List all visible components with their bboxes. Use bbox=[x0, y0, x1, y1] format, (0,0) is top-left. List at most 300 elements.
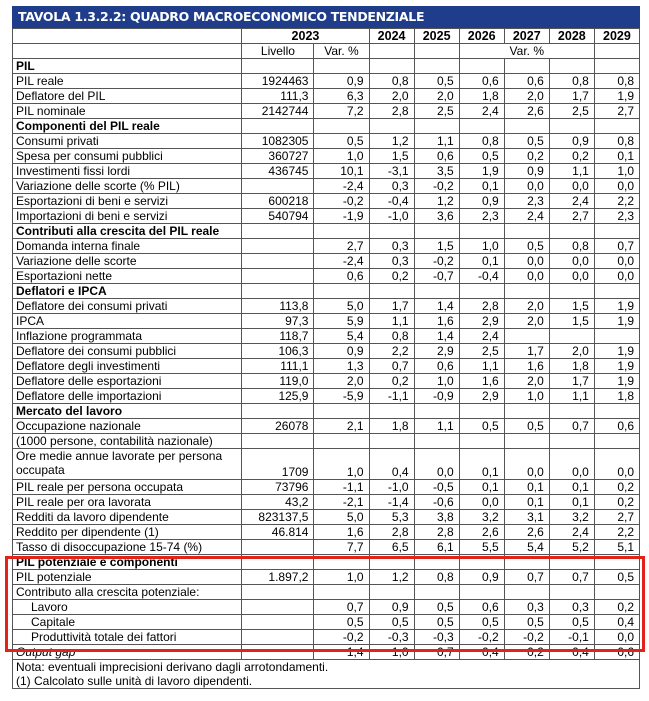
value-cell-2029 bbox=[594, 585, 639, 600]
row-label: Ore medie annue lavorate per persona occupata bbox=[13, 449, 242, 480]
value-cell-2029: 5,1 bbox=[594, 540, 639, 555]
value-cell-2025: 1,1 bbox=[414, 419, 459, 434]
value-cell-2026: 0,1 bbox=[459, 480, 504, 495]
section-label: Mercato del lavoro bbox=[13, 404, 242, 419]
level-cell: 73796 bbox=[242, 480, 314, 495]
value-cell-2025 bbox=[414, 585, 459, 600]
empty-cell bbox=[504, 59, 549, 74]
header-livello: Livello bbox=[242, 44, 314, 59]
table-row bbox=[13, 344, 640, 359]
header-year-2028: 2028 bbox=[549, 29, 594, 44]
empty-cell bbox=[459, 555, 504, 570]
value-cell-2027: 2,0 bbox=[504, 374, 549, 389]
value-cell-2024: 0,4 bbox=[369, 449, 414, 480]
row-label: Deflatore del PIL bbox=[13, 89, 242, 104]
value-cell-2025: -0,6 bbox=[414, 495, 459, 510]
row-label: Output gap bbox=[13, 645, 242, 660]
value-cell-2024: 0,8 bbox=[369, 74, 414, 89]
value-cell-2024 bbox=[369, 434, 414, 449]
section-row bbox=[13, 59, 640, 74]
value-cell-2029: 0,0 bbox=[594, 449, 639, 480]
value-cell-2027: 0,7 bbox=[504, 570, 549, 585]
empty-cell bbox=[414, 119, 459, 134]
table-row bbox=[13, 480, 640, 495]
empty-cell bbox=[459, 119, 504, 134]
empty-cell bbox=[369, 224, 414, 239]
value-cell-2026: 0,6 bbox=[459, 600, 504, 615]
value-cell-2028: 0,3 bbox=[549, 600, 594, 615]
table-row bbox=[13, 630, 640, 645]
value-cell-2029: 0,0 bbox=[594, 630, 639, 645]
value-cell-2026: 1,8 bbox=[459, 89, 504, 104]
value-cell-2026: 5,5 bbox=[459, 540, 504, 555]
value-cell-2028: 0,7 bbox=[549, 570, 594, 585]
value-cell-2023: 5,4 bbox=[314, 329, 369, 344]
header-row-units bbox=[13, 44, 640, 59]
empty-cell bbox=[314, 119, 369, 134]
row-label: Deflatore dei consumi pubblici bbox=[13, 344, 242, 359]
section-label: Deflatori e IPCA bbox=[13, 284, 242, 299]
empty-cell bbox=[314, 284, 369, 299]
value-cell-2027: 1,0 bbox=[504, 389, 549, 404]
value-cell-2024: 0,7 bbox=[369, 359, 414, 374]
table-row bbox=[13, 359, 640, 374]
value-cell-2026: 0,5 bbox=[459, 419, 504, 434]
row-label: Consumi privati bbox=[13, 134, 242, 149]
value-cell-2028: 1,1 bbox=[549, 164, 594, 179]
value-cell-2026: 0,1 bbox=[459, 449, 504, 480]
level-cell bbox=[242, 254, 314, 269]
level-cell: 436745 bbox=[242, 164, 314, 179]
value-cell-2029: 1,9 bbox=[594, 299, 639, 314]
value-cell-2025: 2,9 bbox=[414, 344, 459, 359]
value-cell-2029: 1,9 bbox=[594, 359, 639, 374]
empty-cell bbox=[242, 555, 314, 570]
level-cell: 360727 bbox=[242, 149, 314, 164]
level-cell bbox=[242, 269, 314, 284]
row-label: Deflatore dei consumi privati bbox=[13, 299, 242, 314]
level-cell: 106,3 bbox=[242, 344, 314, 359]
value-cell-2023: 5,9 bbox=[314, 314, 369, 329]
value-cell-2029 bbox=[594, 434, 639, 449]
section-label: Componenti del PIL reale bbox=[13, 119, 242, 134]
header-year-2027: 2027 bbox=[504, 29, 549, 44]
value-cell-2024: 6,5 bbox=[369, 540, 414, 555]
value-cell-2024: 1,0 bbox=[369, 645, 414, 660]
value-cell-2024: 0,9 bbox=[369, 600, 414, 615]
value-cell-2023: 10,1 bbox=[314, 164, 369, 179]
value-cell-2027: 2,4 bbox=[504, 209, 549, 224]
value-cell-2028: 0,0 bbox=[549, 179, 594, 194]
value-cell-2027: 0,9 bbox=[504, 164, 549, 179]
value-cell-2023: 5,0 bbox=[314, 299, 369, 314]
table-row bbox=[13, 600, 640, 615]
empty-cell bbox=[242, 119, 314, 134]
value-cell-2023: -5,9 bbox=[314, 389, 369, 404]
row-label: Deflatore degli investimenti bbox=[13, 359, 242, 374]
empty-cell bbox=[594, 555, 639, 570]
value-cell-2023: 0,6 bbox=[314, 269, 369, 284]
value-cell-2026: 1,9 bbox=[459, 164, 504, 179]
value-cell-2026: 0,5 bbox=[459, 149, 504, 164]
value-cell-2024: 2,2 bbox=[369, 344, 414, 359]
value-cell-2029: 1,9 bbox=[594, 314, 639, 329]
value-cell-2023: 0,9 bbox=[314, 74, 369, 89]
empty-cell bbox=[369, 119, 414, 134]
value-cell-2025 bbox=[414, 434, 459, 449]
value-cell-2025: 1,2 bbox=[414, 194, 459, 209]
value-cell-2027: 2,3 bbox=[504, 194, 549, 209]
empty-cell bbox=[549, 404, 594, 419]
value-cell-2025: 1,0 bbox=[414, 374, 459, 389]
value-cell-2024: -1,1 bbox=[369, 389, 414, 404]
level-cell: 2142744 bbox=[242, 104, 314, 119]
empty-cell bbox=[369, 404, 414, 419]
value-cell-2027: 0,0 bbox=[504, 254, 549, 269]
value-cell-2028: 2,7 bbox=[549, 209, 594, 224]
value-cell-2026: 2,8 bbox=[459, 299, 504, 314]
table-row bbox=[13, 525, 640, 540]
value-cell-2026: 3,2 bbox=[459, 510, 504, 525]
value-cell-2023: -0,2 bbox=[314, 630, 369, 645]
value-cell-2023: -2,1 bbox=[314, 495, 369, 510]
value-cell-2025: 0,5 bbox=[414, 615, 459, 630]
value-cell-2023: 7,7 bbox=[314, 540, 369, 555]
value-cell-2028: 1,7 bbox=[549, 374, 594, 389]
value-cell-2027: 0,1 bbox=[504, 480, 549, 495]
value-cell-2027: 3,1 bbox=[504, 510, 549, 525]
value-cell-2028: 2,0 bbox=[549, 344, 594, 359]
value-cell-2029: 1,9 bbox=[594, 89, 639, 104]
header-year-2026: 2026 bbox=[459, 29, 504, 44]
value-cell-2029: 2,3 bbox=[594, 209, 639, 224]
note-text: (1) Calcolato sulle unità di lavoro dipendenti. bbox=[13, 674, 640, 689]
value-cell-2024: 1,1 bbox=[369, 314, 414, 329]
empty-cell bbox=[314, 404, 369, 419]
level-cell: 26078 bbox=[242, 419, 314, 434]
section-row bbox=[13, 119, 640, 134]
value-cell-2026: 0,6 bbox=[459, 74, 504, 89]
value-cell-2025: 0,0 bbox=[414, 449, 459, 480]
row-label: Contributo alla crescita potenziale: bbox=[13, 585, 242, 600]
level-cell: 1924463 bbox=[242, 74, 314, 89]
row-label: Investimenti fissi lordi bbox=[13, 164, 242, 179]
level-cell: 111,3 bbox=[242, 89, 314, 104]
table-row bbox=[13, 419, 640, 434]
value-cell-2027: 5,4 bbox=[504, 540, 549, 555]
row-label: Esportazioni di beni e servizi bbox=[13, 194, 242, 209]
value-cell-2023: 1,4 bbox=[314, 645, 369, 660]
table-row bbox=[13, 164, 640, 179]
value-cell-2023: 2,7 bbox=[314, 239, 369, 254]
table-title: TAVOLA 1.3.2.2: QUADRO MACROECONOMICO TENDENZIALE bbox=[12, 6, 640, 28]
value-cell-2025: 0,7 bbox=[414, 645, 459, 660]
section-row bbox=[13, 284, 640, 299]
header-year-2023: 2023 bbox=[242, 29, 369, 44]
table-row bbox=[13, 615, 640, 630]
table-row bbox=[13, 585, 640, 600]
level-cell bbox=[242, 645, 314, 660]
value-cell-2026: 2,9 bbox=[459, 389, 504, 404]
value-cell-2024: -0,4 bbox=[369, 194, 414, 209]
level-cell: 97,3 bbox=[242, 314, 314, 329]
value-cell-2024: 0,5 bbox=[369, 615, 414, 630]
table-row bbox=[13, 434, 640, 449]
level-cell bbox=[242, 239, 314, 254]
empty-cell bbox=[459, 224, 504, 239]
value-cell-2027: 1,7 bbox=[504, 344, 549, 359]
header-blank bbox=[414, 44, 459, 59]
row-label: Lavoro bbox=[13, 600, 242, 615]
value-cell-2028: 3,2 bbox=[549, 510, 594, 525]
value-cell-2023: 1,0 bbox=[314, 149, 369, 164]
value-cell-2027: 1,6 bbox=[504, 359, 549, 374]
value-cell-2024: 0,8 bbox=[369, 329, 414, 344]
level-cell: 125,9 bbox=[242, 389, 314, 404]
header-row-years bbox=[13, 29, 640, 44]
empty-cell bbox=[504, 224, 549, 239]
table-row bbox=[13, 540, 640, 555]
empty-cell bbox=[459, 404, 504, 419]
value-cell-2029: 0,1 bbox=[594, 149, 639, 164]
value-cell-2023: 0,5 bbox=[314, 615, 369, 630]
row-label: Reddito per dipendente (1) bbox=[13, 525, 242, 540]
empty-cell bbox=[414, 284, 459, 299]
value-cell-2028: 1,8 bbox=[549, 359, 594, 374]
value-cell-2026: 0,9 bbox=[459, 570, 504, 585]
value-cell-2029: 2,2 bbox=[594, 194, 639, 209]
empty-cell bbox=[594, 284, 639, 299]
row-label: Esportazioni nette bbox=[13, 269, 242, 284]
value-cell-2029: 0,0 bbox=[594, 254, 639, 269]
value-cell-2025: 3,8 bbox=[414, 510, 459, 525]
value-cell-2028: 0,2 bbox=[549, 149, 594, 164]
empty-cell bbox=[369, 284, 414, 299]
value-cell-2025: 0,6 bbox=[414, 149, 459, 164]
level-cell bbox=[242, 630, 314, 645]
section-row bbox=[13, 555, 640, 570]
note-row bbox=[13, 674, 640, 689]
value-cell-2023: 1,0 bbox=[314, 449, 369, 480]
value-cell-2028: 2,5 bbox=[549, 104, 594, 119]
table-row bbox=[13, 89, 640, 104]
value-cell-2023: 1,6 bbox=[314, 525, 369, 540]
value-cell-2023: 0,9 bbox=[314, 344, 369, 359]
value-cell-2029: 1,0 bbox=[594, 164, 639, 179]
table-row bbox=[13, 329, 640, 344]
row-label: Capitale bbox=[13, 615, 242, 630]
value-cell-2029: 0,0 bbox=[594, 269, 639, 284]
value-cell-2029: 2,7 bbox=[594, 510, 639, 525]
value-cell-2026: 2,4 bbox=[459, 329, 504, 344]
section-label: PIL potenziale e componenti bbox=[13, 555, 242, 570]
row-label: Occupazione nazionale bbox=[13, 419, 242, 434]
row-label: Redditi da lavoro dipendente bbox=[13, 510, 242, 525]
row-label: Domanda interna finale bbox=[13, 239, 242, 254]
value-cell-2025: 2,8 bbox=[414, 525, 459, 540]
empty-cell bbox=[414, 59, 459, 74]
table-row bbox=[13, 449, 640, 480]
value-cell-2024: 0,3 bbox=[369, 239, 414, 254]
row-label: Inflazione programmata bbox=[13, 329, 242, 344]
value-cell-2025: 0,8 bbox=[414, 570, 459, 585]
header-blank bbox=[13, 29, 242, 44]
empty-cell bbox=[594, 224, 639, 239]
value-cell-2025: 0,5 bbox=[414, 600, 459, 615]
value-cell-2027: 0,0 bbox=[504, 269, 549, 284]
value-cell-2025: 6,1 bbox=[414, 540, 459, 555]
table-row bbox=[13, 239, 640, 254]
empty-cell bbox=[594, 119, 639, 134]
value-cell-2025: 3,5 bbox=[414, 164, 459, 179]
value-cell-2024: 2,8 bbox=[369, 104, 414, 119]
header-year-2025: 2025 bbox=[414, 29, 459, 44]
empty-cell bbox=[369, 59, 414, 74]
value-cell-2028: 0,1 bbox=[549, 480, 594, 495]
value-cell-2025: -0,7 bbox=[414, 269, 459, 284]
value-cell-2027: 0,1 bbox=[504, 495, 549, 510]
table-row bbox=[13, 74, 640, 89]
value-cell-2029: 0,7 bbox=[594, 239, 639, 254]
level-cell: 540794 bbox=[242, 209, 314, 224]
value-cell-2025: 1,5 bbox=[414, 239, 459, 254]
value-cell-2025: 0,6 bbox=[414, 359, 459, 374]
value-cell-2025: 2,0 bbox=[414, 89, 459, 104]
value-cell-2025: 3,6 bbox=[414, 209, 459, 224]
value-cell-2029: 1,8 bbox=[594, 389, 639, 404]
row-label: Tasso di disoccupazione 15-74 (%) bbox=[13, 540, 242, 555]
value-cell-2023: 1,0 bbox=[314, 570, 369, 585]
macro-table bbox=[12, 28, 640, 689]
value-cell-2024: 0,3 bbox=[369, 179, 414, 194]
section-row bbox=[13, 404, 640, 419]
value-cell-2024: 1,2 bbox=[369, 134, 414, 149]
value-cell-2024: 5,3 bbox=[369, 510, 414, 525]
row-label: (1000 persone, contabilità nazionale) bbox=[13, 434, 242, 449]
empty-cell bbox=[549, 284, 594, 299]
value-cell-2028: 2,4 bbox=[549, 525, 594, 540]
empty-cell bbox=[594, 404, 639, 419]
level-cell: 43,2 bbox=[242, 495, 314, 510]
value-cell-2028 bbox=[549, 329, 594, 344]
value-cell-2024: -3,1 bbox=[369, 164, 414, 179]
value-cell-2025: -0,2 bbox=[414, 254, 459, 269]
value-cell-2029: 0,6 bbox=[594, 645, 639, 660]
table-row bbox=[13, 314, 640, 329]
table-row bbox=[13, 495, 640, 510]
value-cell-2024: -1,0 bbox=[369, 209, 414, 224]
empty-cell bbox=[314, 59, 369, 74]
table-row bbox=[13, 645, 640, 660]
empty-cell bbox=[504, 119, 549, 134]
value-cell-2023: 2,1 bbox=[314, 419, 369, 434]
empty-cell bbox=[594, 59, 639, 74]
table-row bbox=[13, 194, 640, 209]
value-cell-2024: 0,2 bbox=[369, 269, 414, 284]
value-cell-2025: 0,5 bbox=[414, 74, 459, 89]
value-cell-2028: 0,0 bbox=[549, 449, 594, 480]
level-cell bbox=[242, 434, 314, 449]
value-cell-2024: -1,0 bbox=[369, 480, 414, 495]
value-cell-2029: 2,2 bbox=[594, 525, 639, 540]
value-cell-2026 bbox=[459, 434, 504, 449]
value-cell-2027: 0,6 bbox=[504, 74, 549, 89]
value-cell-2026: 1,0 bbox=[459, 239, 504, 254]
value-cell-2027: 2,0 bbox=[504, 314, 549, 329]
value-cell-2028: 1,5 bbox=[549, 314, 594, 329]
value-cell-2026: 0,8 bbox=[459, 134, 504, 149]
row-label: IPCA bbox=[13, 314, 242, 329]
value-cell-2025: -0,3 bbox=[414, 630, 459, 645]
empty-cell bbox=[414, 224, 459, 239]
row-label: PIL reale bbox=[13, 74, 242, 89]
value-cell-2029: 0,6 bbox=[594, 419, 639, 434]
table-row bbox=[13, 510, 640, 525]
value-cell-2029: 0,2 bbox=[594, 495, 639, 510]
level-cell: 118,7 bbox=[242, 329, 314, 344]
value-cell-2025: 1,6 bbox=[414, 314, 459, 329]
value-cell-2025: -0,5 bbox=[414, 480, 459, 495]
value-cell-2023: 7,2 bbox=[314, 104, 369, 119]
table-row bbox=[13, 134, 640, 149]
value-cell-2026: 0,0 bbox=[459, 495, 504, 510]
value-cell-2023: -1,9 bbox=[314, 209, 369, 224]
value-cell-2029: 2,7 bbox=[594, 104, 639, 119]
value-cell-2027: 0,5 bbox=[504, 615, 549, 630]
value-cell-2027 bbox=[504, 585, 549, 600]
empty-cell bbox=[242, 404, 314, 419]
value-cell-2029: 1,9 bbox=[594, 344, 639, 359]
value-cell-2023: 6,3 bbox=[314, 89, 369, 104]
value-cell-2028: 2,4 bbox=[549, 194, 594, 209]
value-cell-2028: 0,8 bbox=[549, 239, 594, 254]
value-cell-2026: 0,1 bbox=[459, 254, 504, 269]
row-label: PIL potenziale bbox=[13, 570, 242, 585]
table-row bbox=[13, 149, 640, 164]
empty-cell bbox=[504, 404, 549, 419]
table-row bbox=[13, 209, 640, 224]
table-row bbox=[13, 570, 640, 585]
value-cell-2029: 0,8 bbox=[594, 134, 639, 149]
section-row bbox=[13, 224, 640, 239]
value-cell-2023: -1,1 bbox=[314, 480, 369, 495]
value-cell-2023: 1,3 bbox=[314, 359, 369, 374]
value-cell-2026: -0,4 bbox=[459, 269, 504, 284]
value-cell-2025: 2,5 bbox=[414, 104, 459, 119]
table-row bbox=[13, 389, 640, 404]
table-row bbox=[13, 299, 640, 314]
row-label: Variazione delle scorte (% PIL) bbox=[13, 179, 242, 194]
empty-cell bbox=[549, 119, 594, 134]
empty-cell bbox=[549, 224, 594, 239]
note-row bbox=[13, 660, 640, 675]
value-cell-2025: -0,9 bbox=[414, 389, 459, 404]
level-cell bbox=[242, 615, 314, 630]
value-cell-2027: 2,0 bbox=[504, 89, 549, 104]
value-cell-2023: -2,4 bbox=[314, 254, 369, 269]
value-cell-2023 bbox=[314, 434, 369, 449]
value-cell-2027: 0,5 bbox=[504, 134, 549, 149]
empty-cell bbox=[242, 284, 314, 299]
value-cell-2027: 0,2 bbox=[504, 149, 549, 164]
empty-cell bbox=[414, 404, 459, 419]
value-cell-2026: 2,5 bbox=[459, 344, 504, 359]
value-cell-2023: 2,0 bbox=[314, 374, 369, 389]
value-cell-2028: 1,1 bbox=[549, 389, 594, 404]
value-cell-2023: -2,4 bbox=[314, 179, 369, 194]
value-cell-2028: 0,7 bbox=[549, 419, 594, 434]
row-label: Produttività totale dei fattori bbox=[13, 630, 242, 645]
